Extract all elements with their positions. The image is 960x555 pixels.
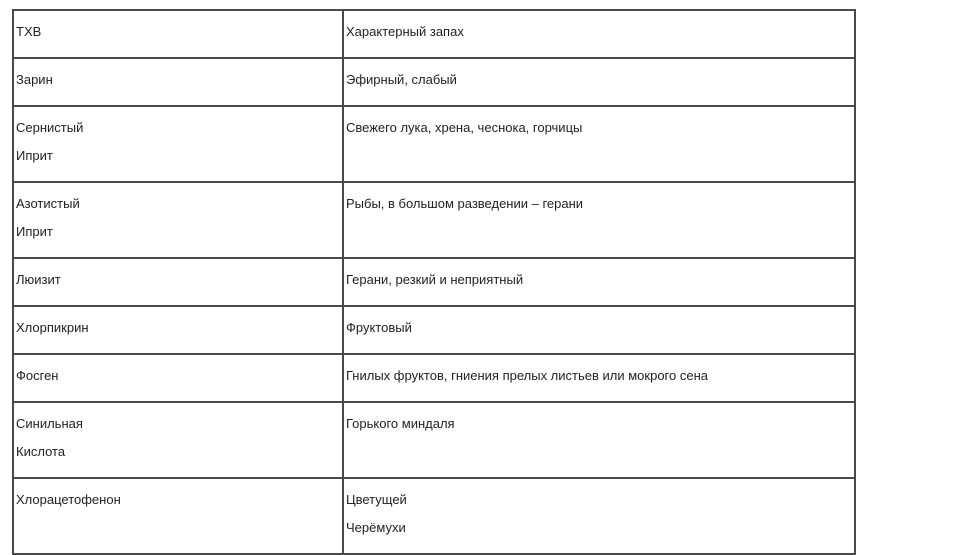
toxic-agents-table bbox=[12, 9, 856, 555]
smell-cell bbox=[343, 10, 855, 58]
agent-name: Зарин bbox=[16, 72, 53, 87]
agent-name: Люизит bbox=[16, 272, 61, 287]
smell-cell bbox=[343, 478, 855, 554]
smell-cell bbox=[343, 258, 855, 306]
agent-cell bbox=[13, 306, 343, 354]
agent-cell bbox=[13, 354, 343, 402]
table-row bbox=[13, 258, 855, 306]
agent-name: Хлорацетофенон bbox=[16, 492, 121, 507]
smell-description-line-2: Черёмухи bbox=[346, 520, 406, 535]
agent-cell bbox=[13, 478, 343, 554]
smell-description: Эфирный, слабый bbox=[346, 72, 457, 87]
agent-cell bbox=[13, 106, 343, 182]
agent-cell bbox=[13, 10, 343, 58]
smell-description: Герани, резкий и неприятный bbox=[346, 272, 524, 287]
agent-cell bbox=[13, 402, 343, 478]
agent-cell bbox=[13, 258, 343, 306]
smell-description: Горького миндаля bbox=[346, 416, 455, 431]
agent-name-line-2: Иприт bbox=[16, 148, 53, 163]
smell-cell bbox=[343, 306, 855, 354]
table-row bbox=[13, 478, 855, 554]
agent-name: Хлорпикрин bbox=[16, 320, 89, 335]
table-row bbox=[13, 354, 855, 402]
agent-name: Сернистый bbox=[16, 120, 84, 135]
table-row bbox=[13, 10, 855, 58]
agent-cell bbox=[13, 58, 343, 106]
smell-description: Гнилых фруктов, гниения прелых листьев или мокрого сена bbox=[346, 368, 708, 383]
table-row bbox=[13, 106, 855, 182]
smell-cell bbox=[343, 354, 855, 402]
agent-cell bbox=[13, 182, 343, 258]
smell-cell bbox=[343, 58, 855, 106]
table-row bbox=[13, 306, 855, 354]
agent-name-line-2: Иприт bbox=[16, 224, 53, 239]
smell-cell bbox=[343, 402, 855, 478]
table-row bbox=[13, 58, 855, 106]
smell-description: Рыбы, в большом разведении – герани bbox=[346, 196, 584, 211]
table-row bbox=[13, 182, 855, 258]
agent-name: Синильная bbox=[16, 416, 83, 431]
smell-cell bbox=[343, 182, 855, 258]
agent-name-line-2: Кислота bbox=[16, 444, 66, 459]
smell-description: Фруктовый bbox=[346, 320, 412, 335]
smell-description: Характерный запах bbox=[346, 24, 464, 39]
table-row bbox=[13, 402, 855, 478]
agent-name: Азотистый bbox=[16, 196, 80, 211]
smell-description: Свежего лука, хрена, чеснока, горчицы bbox=[346, 120, 583, 135]
agent-name: Фосген bbox=[16, 368, 59, 383]
agent-name: ТХВ bbox=[16, 24, 42, 39]
smell-cell bbox=[343, 106, 855, 182]
smell-description: Цветущей bbox=[346, 492, 407, 507]
